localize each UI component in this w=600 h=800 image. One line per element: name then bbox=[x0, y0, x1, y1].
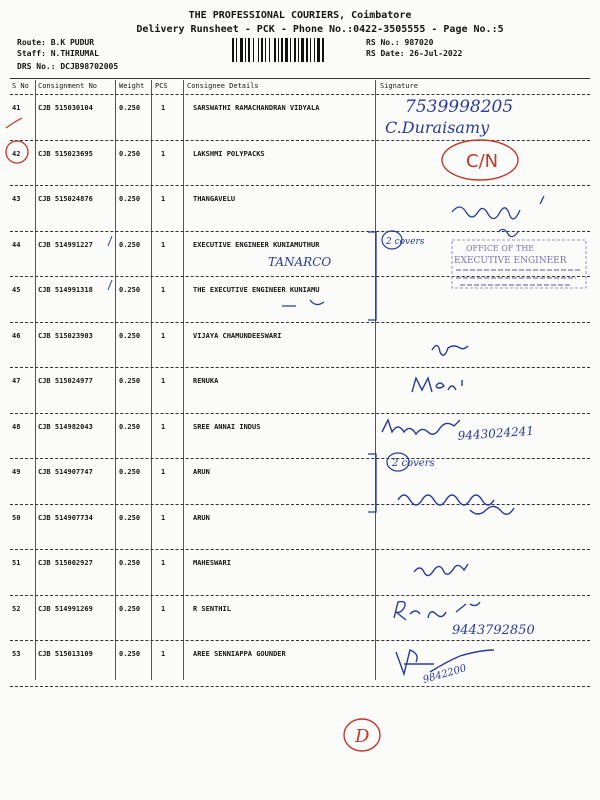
stamp-line: OFFICE OF THE bbox=[466, 244, 535, 253]
row-consignee: SARSWATHI RAMACHANDRAN VIDYALA bbox=[193, 104, 320, 112]
table-row bbox=[10, 459, 590, 504]
row-consignment: CJB 515024876 bbox=[38, 195, 93, 203]
handwritten-cn-mark: C/N bbox=[466, 151, 499, 172]
table-row bbox=[10, 596, 590, 641]
row-sno: 51 bbox=[12, 559, 21, 567]
row-pcs: 1 bbox=[161, 240, 166, 249]
row-consignee: LAKSHMI POLYPACKS bbox=[193, 149, 265, 158]
row-consignee: THE EXECUTIVE ENGINEER KUNIAMU bbox=[193, 286, 320, 294]
row-pcs: 1 bbox=[161, 195, 166, 203]
row-sno: 42 bbox=[12, 149, 21, 158]
table-row bbox=[10, 277, 590, 322]
red-circle-mark bbox=[344, 719, 380, 751]
row-consignment: CJB 514907734 bbox=[38, 513, 93, 522]
table-row bbox=[10, 414, 590, 459]
row-weight: 0.250 bbox=[119, 377, 141, 385]
table-row bbox=[10, 186, 590, 231]
handwritten-phone: 9842200 bbox=[421, 663, 468, 686]
row-consignee: EXECUTIVE ENGINEER KUNIAMUTHUR bbox=[193, 240, 320, 249]
table-row bbox=[10, 141, 590, 186]
row-consignment: CJB 514982043 bbox=[38, 422, 93, 431]
row-consignee: THANGAVELU bbox=[193, 195, 236, 203]
row-consignment: CJB 515023695 bbox=[38, 149, 93, 158]
handwritten-covers: 2 covers bbox=[386, 237, 425, 247]
row-pcs: 1 bbox=[161, 286, 166, 294]
row-pcs: 1 bbox=[161, 149, 166, 158]
row-consignment: CJB 514991269 bbox=[38, 604, 93, 613]
barcode-bar bbox=[301, 38, 304, 62]
row-sno: 43 bbox=[12, 195, 21, 203]
col-consignment: Consignment No bbox=[38, 82, 98, 90]
row-sno: 49 bbox=[12, 468, 21, 476]
table-row bbox=[10, 641, 590, 686]
row-weight: 0.250 bbox=[119, 650, 141, 658]
handwritten-phone: 9443792850 bbox=[452, 623, 535, 638]
barcode-bar bbox=[269, 38, 270, 62]
row-consignment: CJB 514991227 bbox=[38, 240, 93, 249]
row-consignment: CJB 514991318 bbox=[38, 286, 93, 294]
stamp-line: EXECUTIVE ENGINEER bbox=[454, 256, 567, 266]
table-row bbox=[10, 95, 590, 140]
row-consignment: CJB 514907747 bbox=[38, 468, 93, 476]
row-consignment: CJB 515024977 bbox=[38, 377, 93, 385]
col-consignee: Consignee Details bbox=[187, 82, 259, 90]
barcode-bar bbox=[278, 38, 279, 62]
row-sno: 48 bbox=[12, 422, 21, 431]
row-consignment: CJB 515023903 bbox=[38, 331, 93, 340]
rs-date: RS Date: 26-Jul-2022 bbox=[366, 49, 463, 58]
barcode-bar bbox=[253, 38, 254, 62]
row-pcs: 1 bbox=[161, 468, 166, 476]
row-consignee: ARUN bbox=[193, 513, 210, 522]
barcode bbox=[232, 38, 360, 62]
row-weight: 0.250 bbox=[119, 331, 141, 340]
col-pcs: PCS bbox=[155, 82, 168, 90]
handwritten-covers: 2 covers bbox=[392, 458, 435, 469]
row-consignee: R SENTHIL bbox=[193, 604, 231, 613]
barcode-bar bbox=[285, 38, 288, 62]
row-consignee: RENUKA bbox=[193, 377, 219, 385]
handwritten-footer-mark: D bbox=[355, 726, 370, 747]
barcode-bar bbox=[240, 38, 243, 62]
barcode-bar bbox=[232, 38, 234, 62]
barcode-bar bbox=[317, 38, 320, 62]
handwritten-phone: 9443024241 bbox=[457, 423, 535, 443]
table-row bbox=[10, 323, 590, 368]
row-sno: 44 bbox=[12, 240, 21, 249]
row-separator bbox=[10, 686, 590, 687]
col-sno: S No bbox=[12, 82, 29, 90]
company-title: THE PROFESSIONAL COURIERS, Coimbatore bbox=[188, 10, 412, 21]
barcode-bar bbox=[248, 38, 250, 62]
barcode-bar bbox=[281, 38, 283, 62]
row-weight: 0.250 bbox=[119, 604, 141, 613]
row-consignment: CJB 515002927 bbox=[38, 559, 93, 567]
drs-label: DRS No.: DCJB98702005 bbox=[17, 62, 119, 71]
row-consignment: CJB 515013109 bbox=[38, 650, 93, 658]
row-weight: 0.250 bbox=[119, 195, 141, 203]
runsheet-title: Delivery Runsheet - PCK - Phone No.:0422-3505555 - Page No.:5 bbox=[136, 24, 504, 35]
table-row bbox=[10, 550, 590, 595]
row-weight: 0.250 bbox=[119, 286, 141, 294]
header-top-rule bbox=[10, 78, 590, 79]
row-consignee: VIJAYA CHAMUNDEESWARI bbox=[193, 331, 282, 340]
handwritten-phone: 7539998205 bbox=[405, 97, 514, 117]
row-pcs: 1 bbox=[161, 559, 166, 567]
barcode-bar bbox=[298, 38, 299, 62]
row-weight: 0.250 bbox=[119, 422, 141, 431]
row-consignee: ARUN bbox=[193, 468, 210, 476]
row-consignee: MAHESWARI bbox=[193, 559, 231, 567]
barcode-bar bbox=[322, 38, 324, 62]
row-weight: 0.250 bbox=[119, 468, 141, 476]
staff-label: Staff: N.THIRUMAL bbox=[17, 49, 99, 58]
handwritten-name: C.Duraisamy bbox=[385, 118, 490, 137]
row-sno: 47 bbox=[12, 377, 21, 385]
barcode-bar bbox=[294, 38, 296, 62]
table-row bbox=[10, 368, 590, 413]
col-signature: Signature bbox=[380, 82, 418, 90]
barcode-bar bbox=[274, 38, 276, 62]
handwritten-note: TANARCO bbox=[268, 255, 332, 269]
row-sno: 50 bbox=[12, 513, 21, 522]
row-sno: 52 bbox=[12, 604, 21, 613]
table-row bbox=[10, 505, 590, 550]
row-sno: 41 bbox=[12, 104, 21, 112]
row-consignee: SREE ANNAI INDUS bbox=[193, 422, 261, 431]
barcode-bar bbox=[261, 38, 263, 62]
row-pcs: 1 bbox=[161, 604, 166, 613]
barcode-bar bbox=[310, 38, 311, 62]
row-weight: 0.250 bbox=[119, 104, 141, 112]
barcode-bar bbox=[265, 38, 266, 62]
row-pcs: 1 bbox=[161, 650, 166, 658]
barcode-bar bbox=[236, 38, 237, 62]
row-weight: 0.250 bbox=[119, 240, 141, 249]
row-pcs: 1 bbox=[161, 104, 166, 112]
row-sno: 46 bbox=[12, 331, 21, 340]
route-label: Route: B.K PUDUR bbox=[17, 38, 95, 47]
row-weight: 0.250 bbox=[119, 559, 141, 567]
table-row bbox=[10, 232, 590, 277]
row-pcs: 1 bbox=[161, 422, 166, 431]
barcode-bar bbox=[245, 38, 246, 62]
barcode-bar bbox=[290, 38, 291, 62]
row-pcs: 1 bbox=[161, 513, 166, 522]
row-sno: 45 bbox=[12, 286, 21, 294]
barcode-bar bbox=[306, 38, 308, 62]
barcode-bar bbox=[314, 38, 315, 62]
row-sno: 53 bbox=[12, 650, 21, 658]
row-consignment: CJB 515030104 bbox=[38, 104, 93, 112]
row-consignee: AREE SENNIAPPA GOUNDER bbox=[193, 650, 286, 658]
row-weight: 0.250 bbox=[119, 149, 141, 158]
barcode-bar bbox=[258, 38, 259, 62]
row-weight: 0.250 bbox=[119, 513, 141, 522]
row-pcs: 1 bbox=[161, 331, 166, 340]
rs-number: RS No.: 987020 bbox=[366, 38, 434, 47]
row-pcs: 1 bbox=[161, 377, 166, 385]
col-weight: Weight bbox=[119, 82, 145, 90]
